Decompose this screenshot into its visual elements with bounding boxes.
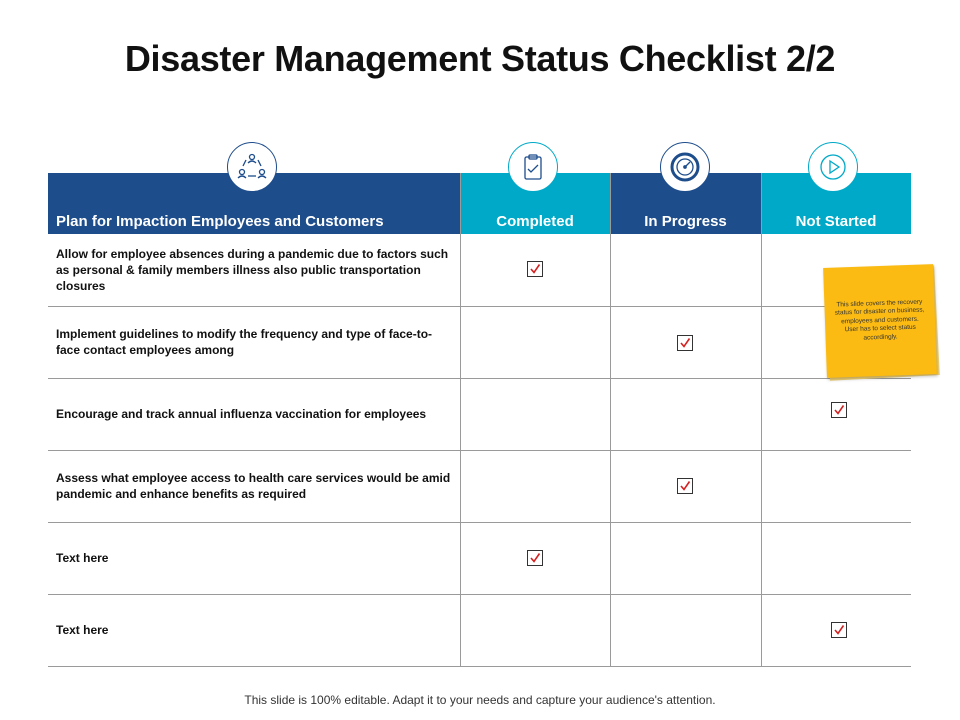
- checkmark-icon: [833, 404, 845, 416]
- sticky-note-text: This slide covers the recovery status for disaster on business, employees and customers. User has to select status accordingly.: [834, 298, 925, 342]
- clipboard-check-icon: [516, 150, 550, 184]
- header-icon-in-progress: [660, 142, 710, 192]
- status-checkbox-completed[interactable]: [527, 261, 543, 277]
- status-checkbox-not-started[interactable]: [831, 622, 847, 638]
- column-header-not-started-label: Not Started: [795, 213, 877, 230]
- header-icon-plan: [227, 142, 277, 192]
- table-row-text: Encourage and track annual influenza vaccination for employees: [56, 407, 427, 421]
- column-divider: [610, 173, 611, 667]
- header-icon-not-started: [808, 142, 858, 192]
- header-icon-completed: [508, 142, 558, 192]
- sticky-note-sheet: [823, 264, 937, 378]
- table-row-text: Assess what employee access to health care services would be amid pandemic and enhance benefits as required: [56, 471, 451, 501]
- table-row-text: Text here: [56, 551, 109, 565]
- checkmark-icon: [833, 624, 845, 636]
- checkmark-icon: [529, 552, 541, 564]
- play-icon: [816, 150, 850, 184]
- team-cycle-icon: [235, 150, 269, 184]
- row-divider: [48, 666, 911, 667]
- checkmark-icon: [679, 337, 691, 349]
- footer-text: This slide is 100% editable. Adapt it to your needs and capture your audience's attention.: [244, 693, 716, 707]
- table-row-text: Allow for employee absences during a pandemic due to factors such as personal & family members illness also public transportation closures: [56, 247, 449, 293]
- checkmark-icon: [529, 263, 541, 275]
- column-header-in-progress-label: In Progress: [644, 213, 727, 230]
- status-checkbox-in-progress[interactable]: [677, 335, 693, 351]
- sticky-note: [825, 266, 937, 378]
- status-checkbox-not-started[interactable]: [831, 402, 847, 418]
- slide-title: Disaster Management Status Checklist 2/2: [124, 38, 836, 79]
- checkmark-icon: [679, 480, 691, 492]
- column-divider: [761, 173, 762, 667]
- column-header-plan-label: Plan for Impaction Employees and Customers: [56, 213, 384, 230]
- dashboard-gauge-icon: [668, 150, 702, 184]
- column-header-completed-label: Completed: [496, 213, 574, 230]
- status-checkbox-completed[interactable]: [527, 550, 543, 566]
- table-row-text: Implement guidelines to modify the frequency and type of face-to-face contact employees among: [56, 327, 433, 357]
- table-row-text: Text here: [56, 623, 109, 637]
- status-checkbox-in-progress[interactable]: [677, 478, 693, 494]
- column-divider: [460, 173, 461, 667]
